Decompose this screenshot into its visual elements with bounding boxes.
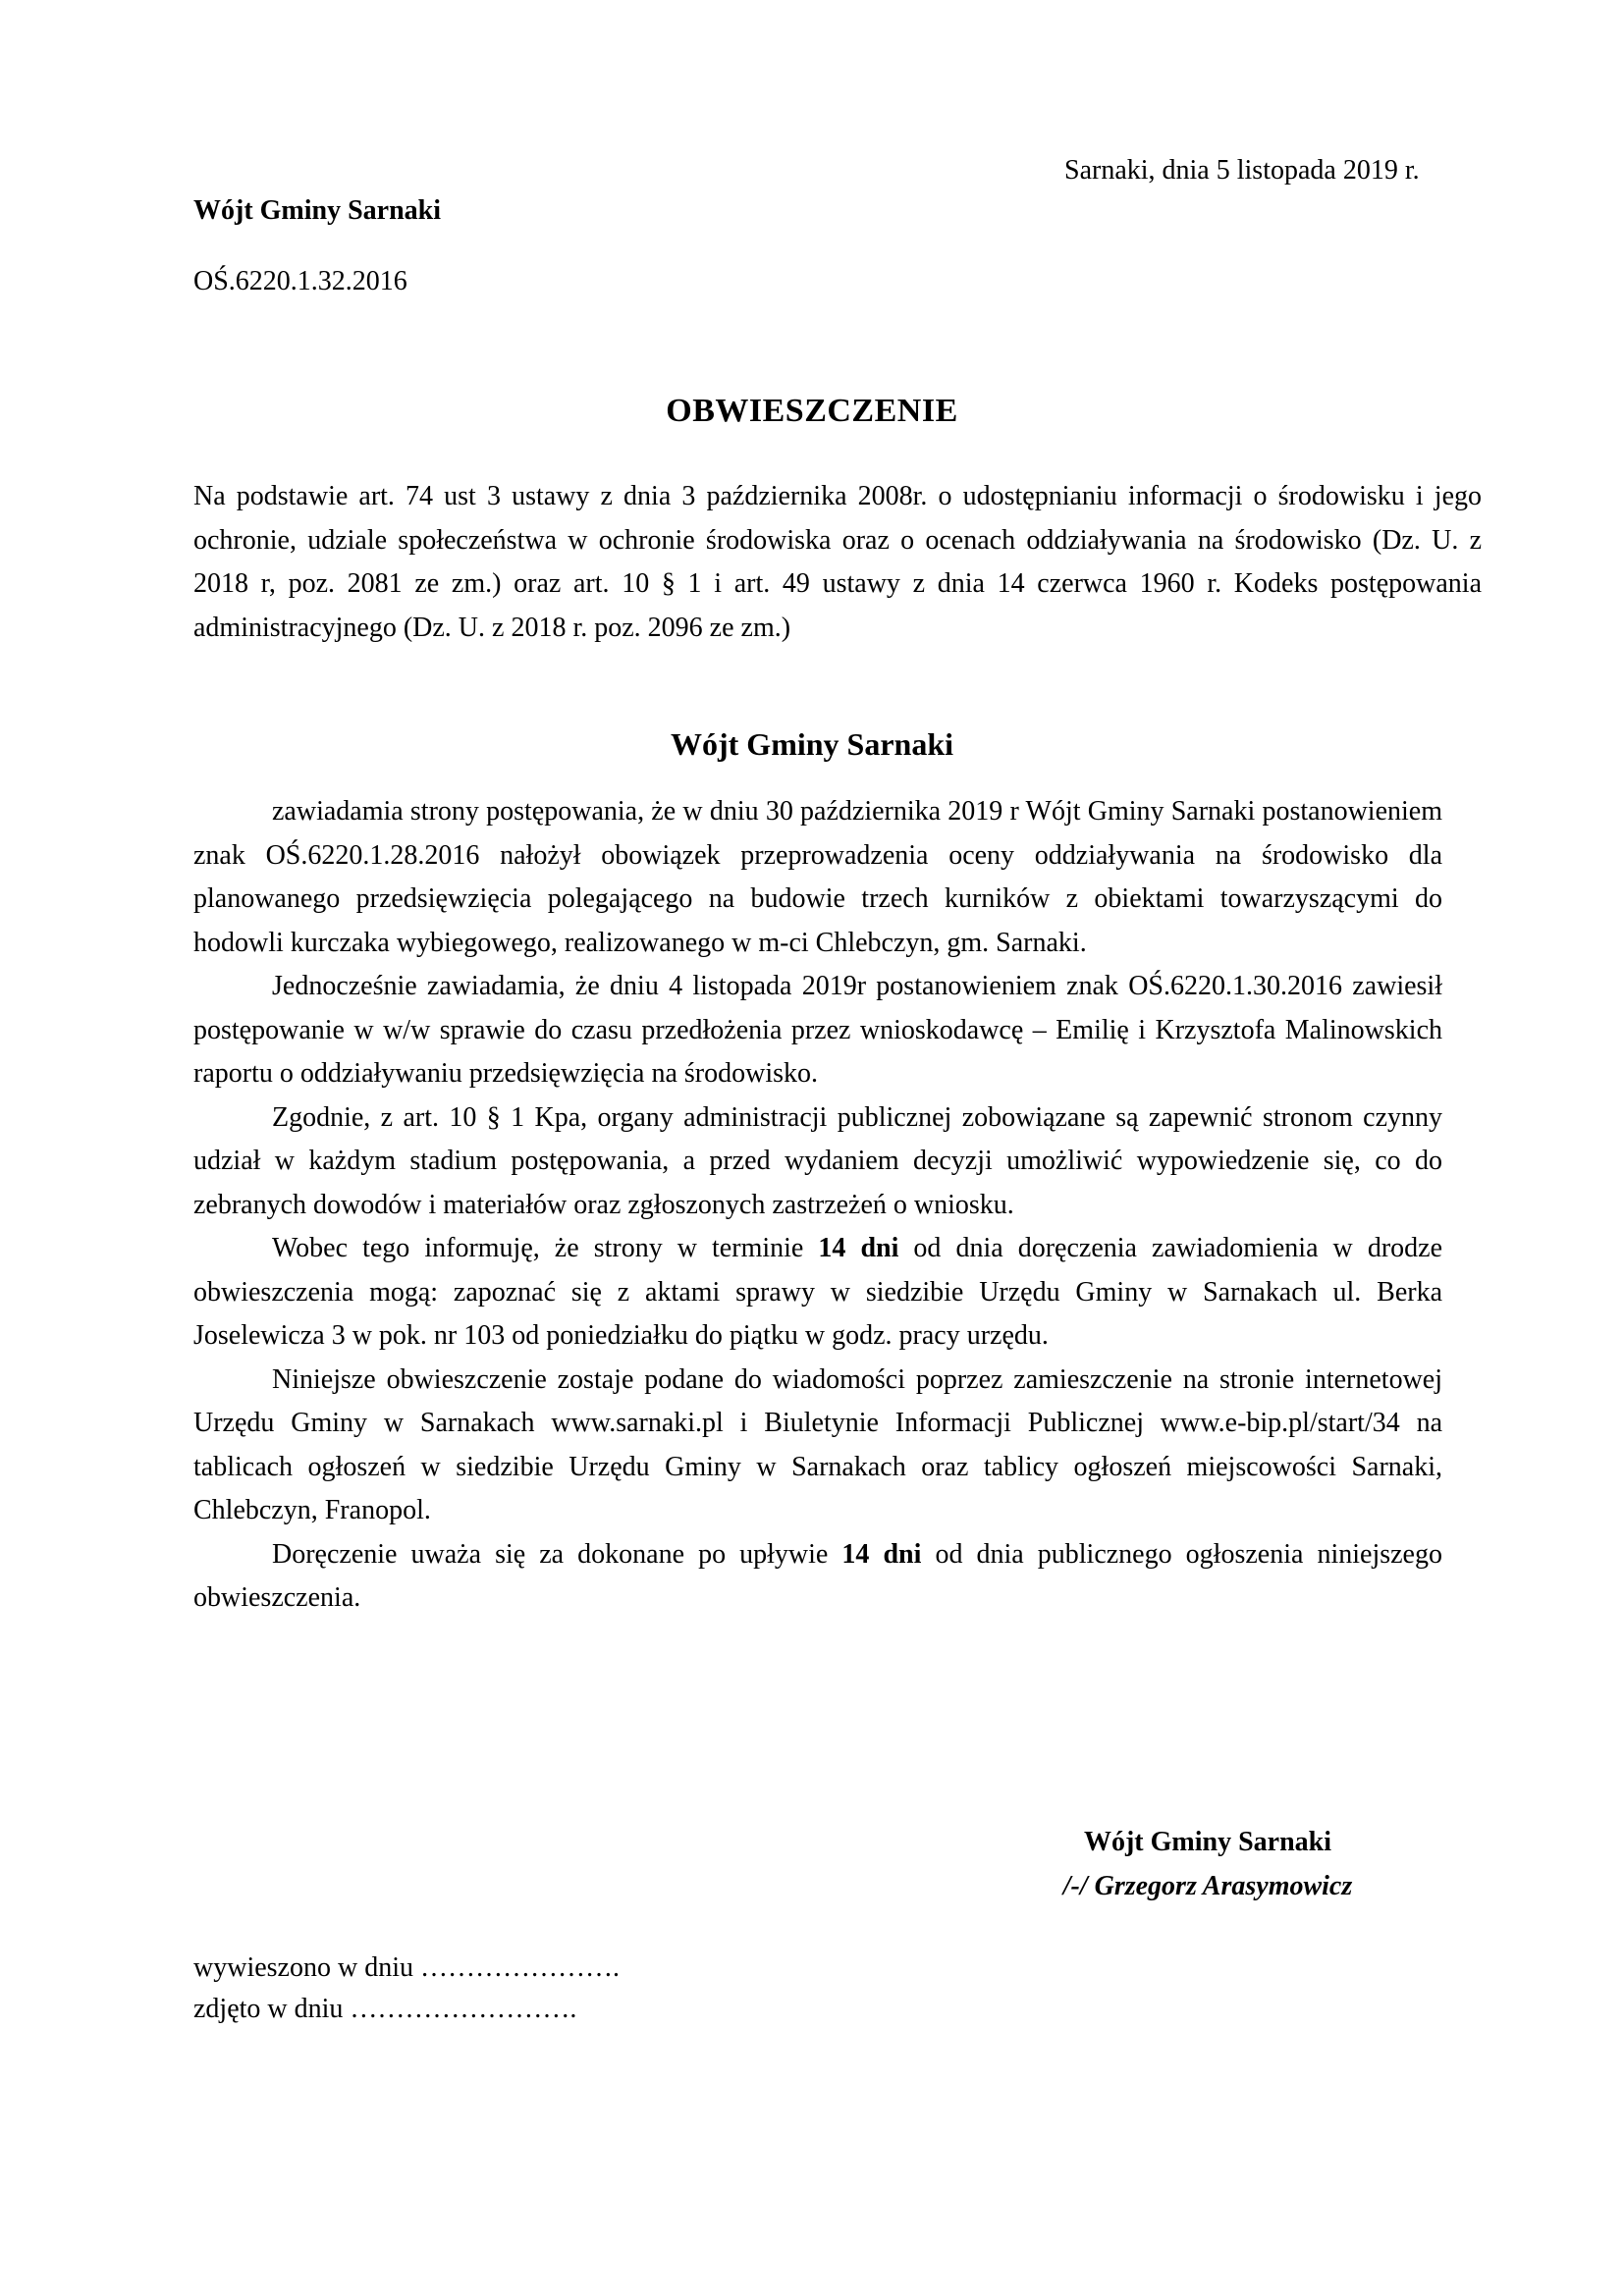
issuer-name: Wójt Gminy Sarnaki [193,195,442,226]
posted-date-line: wywieszono w dniu …………………. [193,1952,620,1983]
place-date: Sarnaki, dnia 5 listopada 2019 r. [1064,155,1420,186]
signature-title: Wójt Gminy Sarnaki [1083,1827,1332,1857]
access-text-start: Wobec tego informuję, że strony w terminie [272,1233,819,1263]
paragraph-rights: Zgodnie, z art. 10 § 1 Kpa, organy administracji publicznej zobowiązane są zapewnić stronom czynny udział w każdym stadium postępowania, a przed wydaniem decyzji umożliwić wypowiedzenie się, co do zebranych dowodów i materiałów oraz zgłoszonych zastrzeżeń o wniosku. [193,1101,1442,1220]
paragraph-notification: zawiadamia strony postępowania, że w dniu 30 października 2019 r Wójt Gminy Sarnaki postanowieniem znak OŚ.6220.1.28.2016 nałożył obowiązek przeprowadzenia oceny oddziaływania na środowisko dla planowanego przedsięwzięcia polegającego na budowie trzech kurników z obiektami towarzyszącymi do hodowli kurczaka wybiegowego, realizowanego w m-ci Chlebczyn, gm. Sarnaki. [193,796,1442,958]
paragraph-suspension: Jednocześnie zawiadamia, że dniu 4 listopada 2019r postanowieniem znak OŚ.6220.1.30.2016 zawiesił postępowanie w w/w sprawie do czasu przedłożenia przez wnioskodawcę – Emilię i Krzysztofa Malinowskich raportu o oddziaływaniu przedsięwzięcia na środowisko. [193,971,1442,1089]
access-text-end: od dnia doręczenia zawiadomienia w drodze obwieszczenia mogą: zapoznać się z aktami sprawy w siedzibie Urzędu Gminy w Sarnakach ul. Berka Joselewicza 3 w pok. nr 103 od poniedziałku do piątku w godz. pracy urzędu. [193,1233,1442,1351]
removed-date-line: zdjęto w dniu ……………………. [193,1994,577,2024]
delivery-text-start: Doręczenie uważa się za dokonane po upływie [272,1538,842,1570]
signature-name: /-/ Grzegorz Arasymowicz [1062,1870,1353,1901]
access-deadline: 14 dni [818,1233,899,1263]
document-title: OBWIESZCZENIE [666,393,958,429]
legal-basis-paragraph: Na podstawie art. 74 ust 3 ustawy z dnia 3 października 2008r. o udostępnianiu informacji o środowisku i jego ochronie, udziale społeczeństwa w ochronie środowiska oraz o ocenach oddziaływania na środowisko (Dz. U. z 2018 r, poz. 2081 ze zm.) oraz art. 10 § 1 i art. 49 ustawy z dnia 14 czerwca 1960 r. Kodeks postępowania administracyjnego (Dz. U. z 2018 r. poz. 2096 ze zm.) [193,481,1482,643]
paragraph-publication: Niniejsze obwieszczenie zostaje podane do wiadomości poprzez zamieszczenie na stronie internetowej Urzędu Gminy w Sarnakach www.sarnaki.pl i Biuletynie Informacji Publicznej www.e-bip.pl/start/34 na tablicach ogłoszeń w siedzibie Urzędu Gminy w Sarnakach oraz tablicy ogłoszeń miejscowości Sarnaki, Chlebczyn, Franopol. [193,1363,1442,1525]
case-number: OŚ.6220.1.32.2016 [193,266,407,296]
delivery-text-end: od dnia publicznego ogłoszenia niniejszego obwieszczenia. [193,1538,1442,1613]
paragraph-access [193,1227,1442,1359]
signature-block [1011,1821,1404,1908]
issuer-heading: Wójt Gminy Sarnaki [670,726,954,762]
delivery-deadline: 14 dni [841,1538,922,1570]
paragraph-delivery [193,1533,1442,1621]
posting-record [193,1948,620,2030]
notice-body [193,790,1442,1621]
